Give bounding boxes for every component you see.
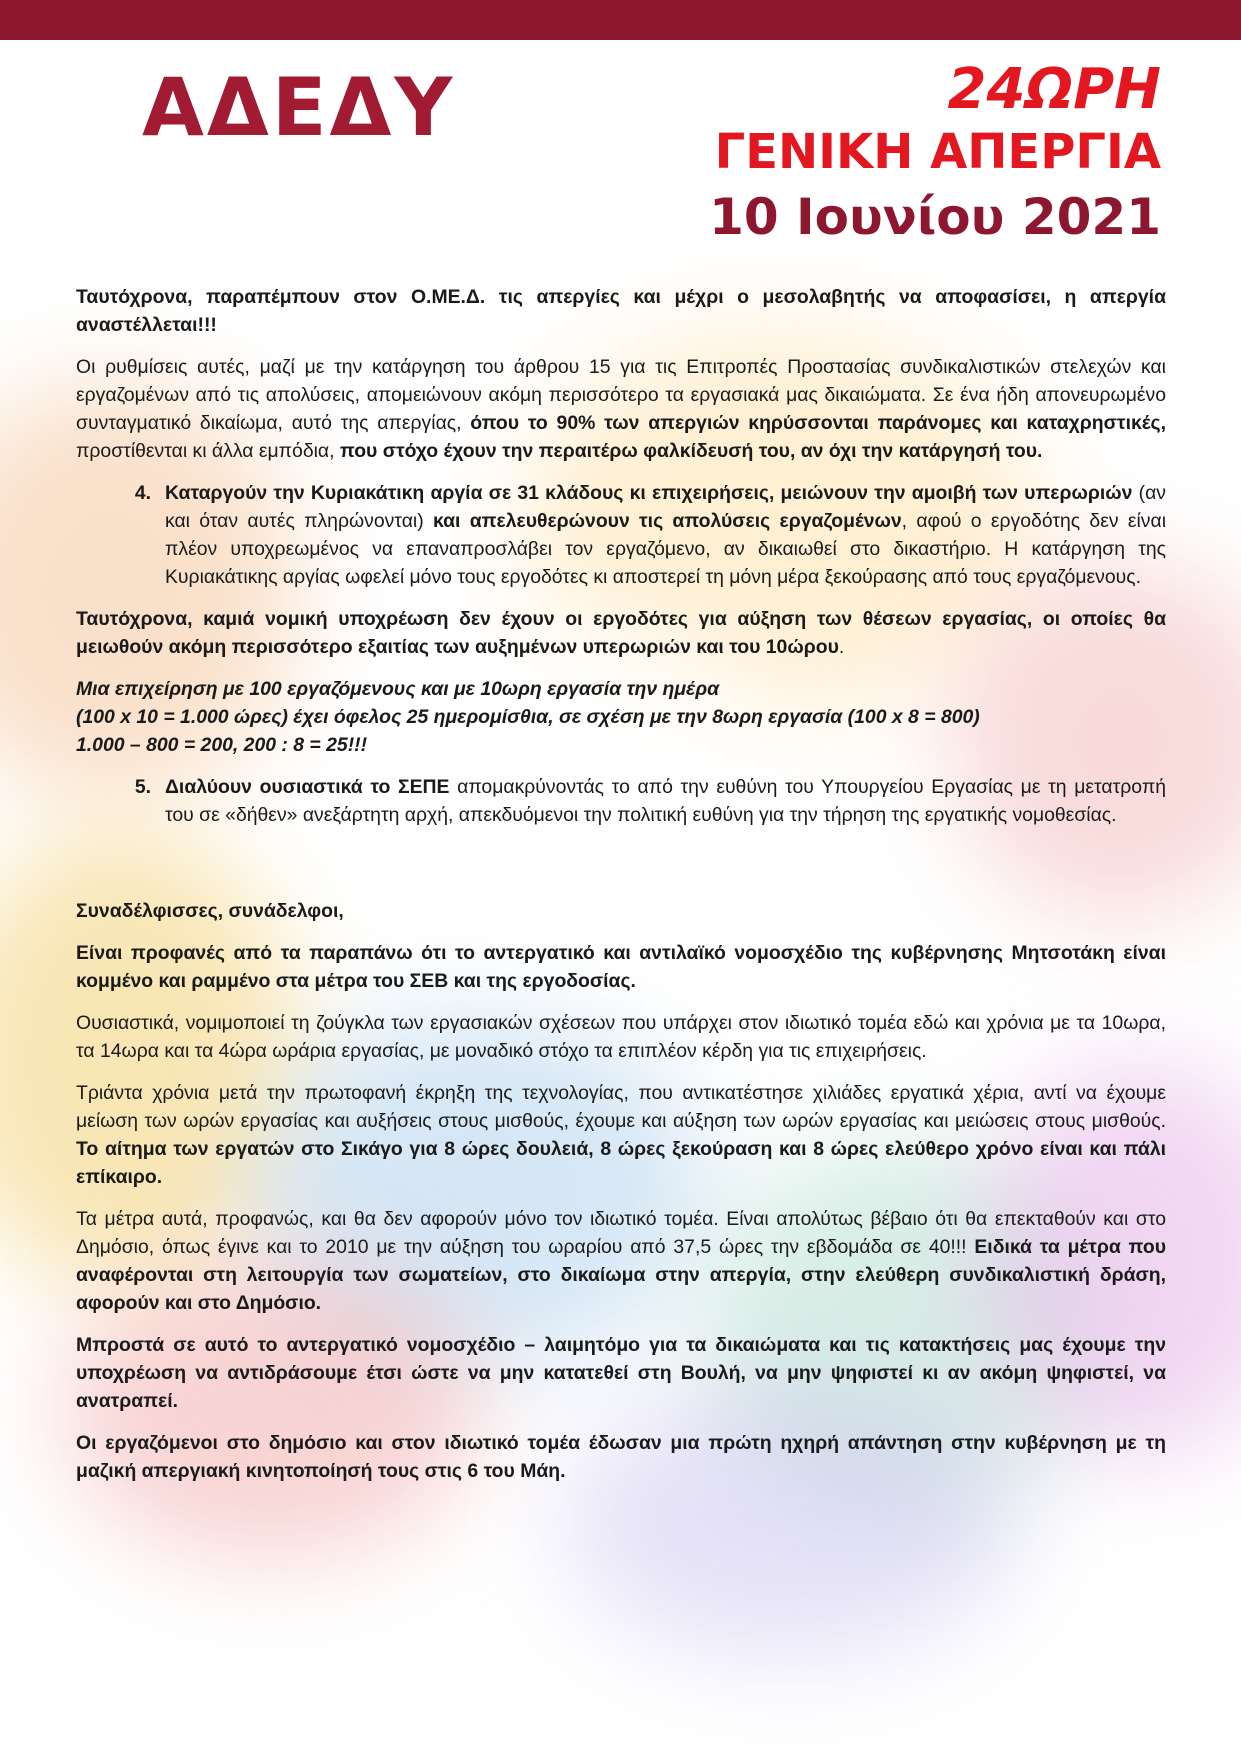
paragraph-regulations: Οι ρυθμίσεις αυτές, μαζί με την κατάργηση του άρθρου 15 για τις Επιτροπές Προστασίας συνδικαλιστικών στελεχών και εργαζομένων από τις απολύσεις, απομειώνουν ακόμη περισσότερο τα εργασιακά μας δικαιώματα. Σε ένα ήδη απονευρωμένο συνταγματικό δικαίωμα, αυτό της απεργίας, όπου το 90% των απεργιών κηρύσσονται παράνομες και καταχρηστικές, προστίθενται κι άλλα εμπόδια, που στόχο έχουν την περαιτέρω φαλκίδευσή του, αν όχι την κατάργησή του.	[76, 356, 1166, 462]
example-calculation: Μια επιχείρηση με 100 εργαζόμενους και με 10ωρη εργασία την ημέρα (100 x 10 = 1.000 ώρες) έχει όφελος 25 ημερομίσθια, σε σχέση με την 8ωρη εργασία (100 x 8 = 800) 1.000 – 800 = 200, 200 : 8 = 25!!!	[76, 678, 980, 756]
headline-date: 10 Ιουνίου 2021	[709, 188, 1161, 246]
paragraph-chicago: Τριάντα χρόνια μετά την πρωτοφανή έκρηξη της τεχνολογίας, που αντικατέστησε χιλιάδες εργατικά χέρια, αντί να έχουμε μείωση των ωρών εργασίας και αυξήσεις στους μισθούς, έχουμε και αύξηση των ωρών εργασίας και μειώσεις στους μισθούς. Το αίτημα των εργατών στο Σικάγο για 8 ώρες δουλειά, 8 ώρες ξεκούραση και 8 ώρες ελεύθερο χρόνο είναι και πάλι επίκαιρο.	[76, 1082, 1166, 1188]
paragraph-bill: Είναι προφανές από τα παραπάνω ότι το αντεργατικό και αντιλαϊκό νομοσχέδιο της κυβέρνησης Μητσοτάκη είναι κομμένο και ραμμένο στα μέτρα του ΣΕΒ και της εργοδοσίας.	[76, 942, 1166, 992]
adedy-logo: ΑΔΕΔΥ	[142, 61, 456, 154]
headline-title-2: ΓΕΝΙΚΗ ΑΠΕΡΓΙΑ	[714, 124, 1161, 180]
paragraph-jungle: Ουσιαστικά, νομιμοποιεί τη ζούγκλα των εργασιακών σχέσεων που υπάρχει στον ιδιωτικό τομέα εδώ και χρόνια με τα 10ωρα, τα 14ωρα και τα 4ώρα ωράρια εργασίας, με μοναδικό στόχο τα επιπλέον κέρδη για τις επιχειρήσεις.	[76, 1012, 1166, 1062]
paragraph-obligation: Μπροστά σε αυτό το αντεργατικό νομοσχέδιο – λαιμητόμο για τα δικαιώματα και τις κατακτήσεις μας έχουμε την υποχρέωση να αντιδράσουμε έτσι ώστε να μην κατατεθεί στη Βουλή, να μην ψηφιστεί κι αν ακόμη ψηφιστεί, να ανατραπεί.	[76, 1334, 1166, 1412]
paragraph-workers: Οι εργαζόμενοι στο δημόσιο και στον ιδιωτικό τομέα έδωσαν μια πρώτη ηχηρή απάντηση στην κυβέρνηση με τη μαζική απεργιακή κινητοποίησή τους στις 6 του Μάη.	[76, 1432, 1166, 1482]
top-bar	[0, 0, 1241, 40]
list-item-5: 5. Διαλύουν ουσιαστικά το ΣΕΠΕ απομακρύνοντάς το από την ευθύνη του Υπουργείου Εργασίας με τη μετατροπή του σε «δήθεν» ανεξάρτητη αρχή, απεκδυόμενοι την πολιτική ευθύνη για την τήρηση της εργατικής νομοθεσίας.	[76, 773, 1166, 829]
list-number: 5.	[134, 776, 151, 798]
paragraph-public-sector: Τα μέτρα αυτά, προφανώς, και θα δεν αφορούν μόνο τον ιδιωτικό τομέα. Είναι απολύτως βέβαιο ότι θα επεκταθούν και στο Δημόσιο, όπως έγινε και το 2010 με την αύξηση του ωραρίου από 37,5 ώρες την εβδομάδα σε 40!!! Ειδικά τα μέτρα που αναφέρονται στη λειτουργία των σωματείων, στο δικαίωμα στην απεργία, στην ελεύθερη συνδικαλιστική δράση, αφορούν και στο Δημόσιο.	[76, 1208, 1166, 1314]
list-number: 4.	[134, 482, 151, 504]
headline	[709, 57, 1161, 246]
salutation: Συναδέλφισσες, συνάδελφοι,	[76, 900, 344, 922]
paragraph-intro: Ταυτόχρονα, παραπέμπουν στον Ο.ΜΕ.Δ. τις απεργίες και μέχρι ο μεσολαβητής να αποφασίσει, η απεργία αναστέλλεται!!!	[76, 286, 1166, 336]
list-item-4: 4. Καταργούν την Κυριακάτικη αργία σε 31 κλάδους κι επιχειρήσεις, μειώνουν την αμοιβή των υπερωριών (αν και όταν αυτές πληρώνονται) και απελευθερώνουν τις απολύσεις εργαζομένων, αφού ο εργοδότης δεν είναι πλέον υποχρεωμένος να επαναπροσλάβει τον εργαζόμενο, αν δικαιωθεί στο δικαστήριο. Η κατάργηση της Κυριακάτικης αργίας ωφελεί μόνο τους εργοδότες κι αποστερεί τη μόνη μέρα ξεκούρασης από τους εργαζόμενους.	[76, 479, 1166, 591]
headline-title-1: 24ΩΡΗ	[947, 57, 1161, 122]
paragraph-employers: Ταυτόχρονα, καμιά νομική υποχρέωση δεν έχουν οι εργοδότες για αύξηση των θέσεων εργασίας, οι οποίες θα μειωθούν ακόμη περισσότερο εξαιτίας των αυξημένων υπερωριών και του 10ώρου.	[76, 608, 1166, 658]
document-body	[76, 283, 1166, 1499]
